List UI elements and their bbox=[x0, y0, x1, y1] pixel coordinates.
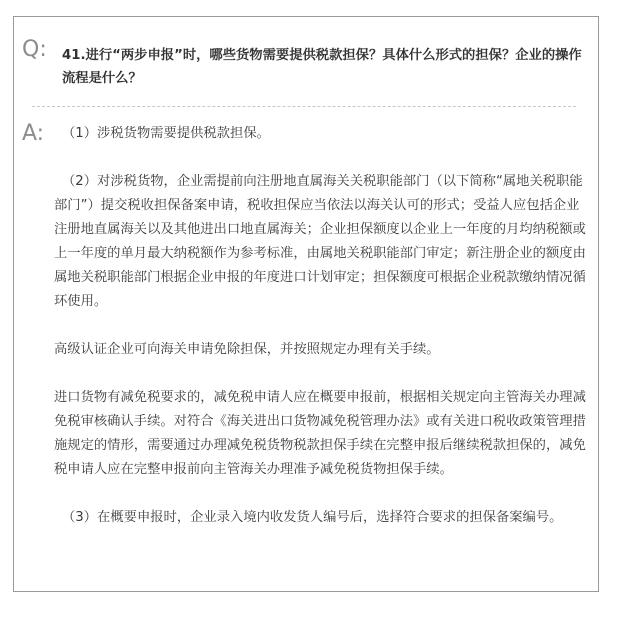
answer-paragraph-1: （1）涉税货物需要提供税款担保。 bbox=[62, 126, 270, 141]
answer-paragraph-2: （2）对涉税货物，企业需提前向注册地直属海关关税职能部门（以下简称“属地关税职能部门”）提交税收担保备案申请，税收担保应当依法以海关认可的形式；受益人应包括企业注册地直属海关以及其他进出口地直属海关；企业担保额度以企业上一年度的月均纳税额或上一年度的单月最大纳税额作为参考标准，由属地关税职能部门审定；新注册企业的额度由属地关税职能部门根据企业申报的年度进口计划审定；担保额度可根据企业税款缴纳情况循环使用。 bbox=[54, 174, 586, 309]
answer-paragraph-4: 进口货物有减免税要求的，减免税申请人应在概要申报前，根据相关规定向主管海关办理减免税审核确认手续。对符合《海关进出口货物减免税管理办法》或有关进口税收政策管理措施规定的情形，需要通过办理减免税货物税款担保手续在完整申报后继续税款担保的，减免税申请人应在完整申报前向主管海关办理准予减免税货物担保手续。 bbox=[54, 390, 586, 477]
divider bbox=[32, 106, 576, 107]
question-text: 41.进行“两步申报”时，哪些货物需要提供税款担保？具体什么形式的担保？企业的操作流程是什么？ bbox=[62, 48, 582, 86]
answer-paragraph-5: （3）在概要申报时，企业录入境内收发货人编号后，选择符合要求的担保备案编号。 bbox=[62, 510, 563, 525]
faq-card bbox=[13, 16, 599, 592]
question-marker: Q: bbox=[22, 37, 47, 62]
answer-paragraph-3: 高级认证企业可向海关申请免除担保，并按照规定办理有关手续。 bbox=[54, 342, 440, 357]
answer-body bbox=[54, 122, 586, 530]
answer-marker: A: bbox=[22, 121, 45, 146]
